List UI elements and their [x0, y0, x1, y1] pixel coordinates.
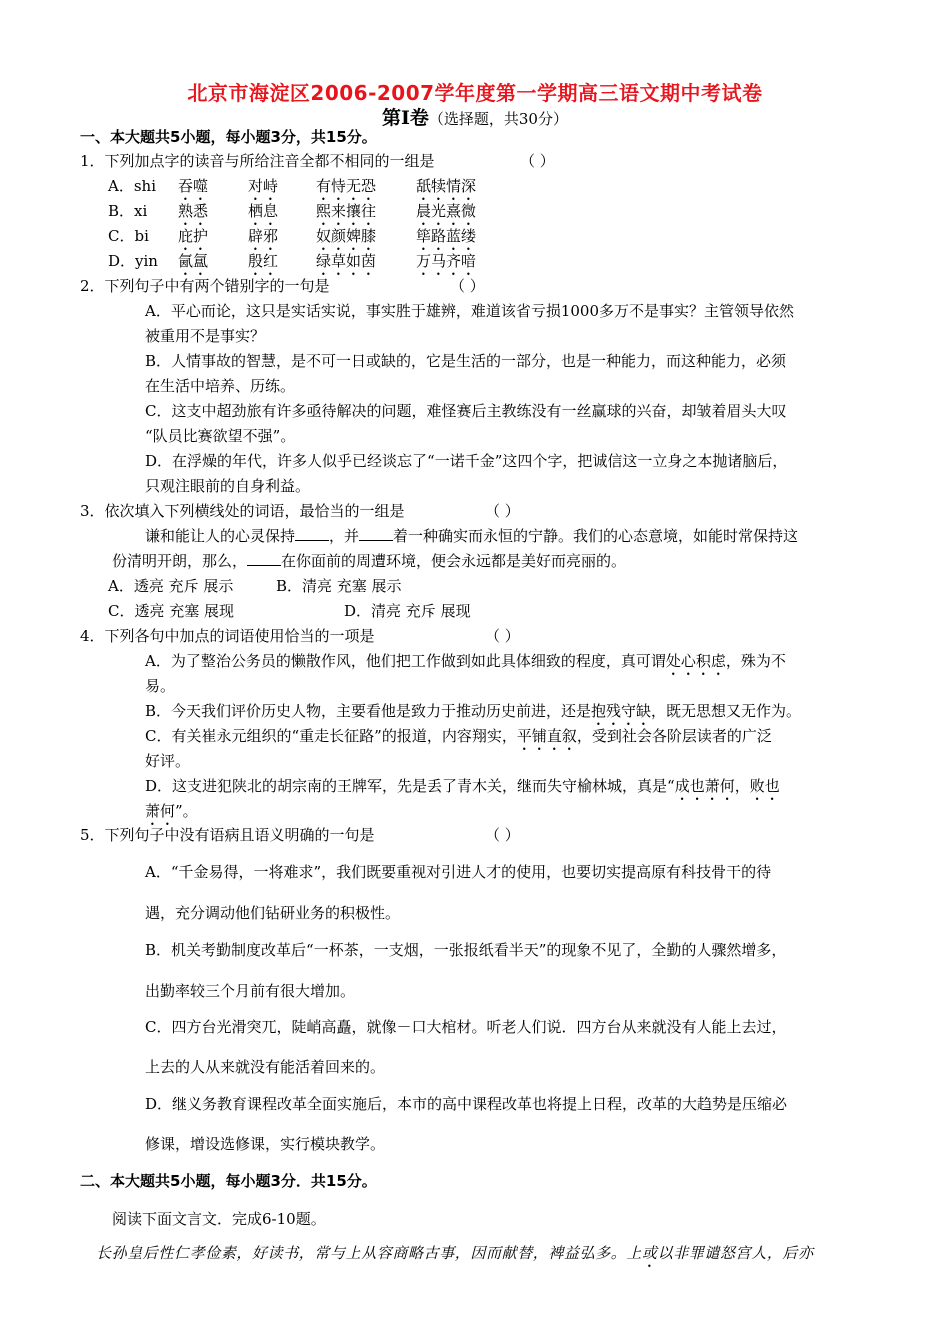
q4-text: ，既无思想又无作为。 [651, 702, 802, 720]
q3-text: 谦和能让人的心灵保持 [145, 527, 296, 545]
q5-stem [80, 825, 520, 845]
q4-dotted-phrase: 抱残守缺 [591, 702, 652, 720]
q1-option-b [108, 201, 476, 229]
q3-options-ab [108, 576, 402, 596]
q2-option-c-line1: C．这支中超劲旅有许多亟待解决的问题，难怪赛后主教练没有一丝赢球的兴奋，却皱着眉头大叹 [145, 402, 787, 420]
q2-option-b-line2: 在生活中培养、历练。 [145, 377, 296, 395]
q4-stem [80, 626, 520, 646]
q2-option-a-line2: 被重用不是事实？ [145, 327, 266, 345]
section1-heading: 一、本大题共5小题，每小题3分，共15分。 [80, 128, 377, 146]
q4-option-c-line2: 好评。 [145, 752, 191, 770]
q5-option-a-line1: A．“千金易得，一将难求”，我们既要重视对引进人才的使用，也要切实提高原有科技骨干的待 [145, 863, 772, 881]
q3-option-b: B．清亮 充塞 展示 [276, 577, 402, 595]
q3-blank-1 [295, 526, 329, 541]
q1-word: 氤氲 [178, 252, 209, 270]
q1-stem-text: 1．下列加点字的读音与所给注音全都不相同的一组是 [80, 152, 435, 170]
q1-option-label: B．xi [108, 202, 148, 220]
q3-text: 在你面前的周遭环境，便会永远都是美好而亮丽的。 [281, 552, 627, 570]
q2-option-b-line1: B．人情事故的智慧，是不可一日或缺的，它是生活的一部分，也是一种能力，而这种能力，必须 [145, 352, 787, 370]
q4-text: D．这支进犯陕北的胡宗南的王牌军，先是丢了青木关，继而失守榆林城，真是“ [145, 777, 675, 795]
q5-option-b-line1: B．机关考勤制度改革后“一杯茶，一支烟，一张报纸看半天”的现象不见了，全勤的人骤然增多， [145, 941, 787, 959]
q5-option-c-line1: C．四方台光滑突兀，陡峭高矗，就像－口大棺材。听老人们说．四方台从来就没有人能上去过， [145, 1018, 787, 1036]
q2-option-c-line2: “队员比赛欲望不强”。 [145, 427, 296, 445]
q5-option-a-line2: 遇，充分调动他们钻研业务的积极性。 [145, 904, 401, 922]
q1-word: 熙来攘往 [316, 202, 377, 220]
passage-dotted-char: 或 [642, 1244, 658, 1262]
exam-title: 北京市海淀区2006-2007学年度第一学期高三语文期中考试卷 [187, 81, 763, 105]
q5-answer-paren: （ ） [485, 826, 520, 844]
q1-word: 绿草如茵 [316, 252, 377, 270]
q1-option-label: D．yin [108, 252, 158, 270]
volume-note: （选择题，共30分） [428, 110, 568, 128]
q1-option-c [108, 226, 476, 254]
q3-stem-text: 3．依次填入下列横线处的词语，最恰当的一组是 [80, 502, 405, 520]
q3-answer-paren: （ ） [485, 502, 520, 520]
q1-word: 熟悉 [178, 202, 209, 220]
q4-stem-text: 4．下列各句中加点的词语使用恰当的一项是 [80, 627, 375, 645]
q5-option-d-line2: 修课，增设选修课，实行模块教学。 [145, 1135, 386, 1153]
q4-dotted-phrase: 处心积虑 [665, 652, 726, 670]
q5-stem-text: 5．下列句子中没有语病且语义明确的一句是 [80, 826, 375, 844]
q4-answer-paren: （ ） [485, 627, 520, 645]
q1-option-d [108, 251, 476, 279]
q1-word: 晨光熹微 [416, 202, 477, 220]
q3-passage-line1 [145, 526, 798, 546]
q4-option-a-line1 [145, 651, 786, 679]
q4-option-a-line2: 易。 [145, 677, 176, 695]
q4-text: C．有关崔永元组织的“重走长征路”的报道，内容翔实， [145, 727, 517, 745]
q2-stem [80, 276, 485, 296]
section2-heading: 二、本大题共5小题，每小题3分．共15分。 [80, 1172, 377, 1190]
q4-text: ”。 [175, 802, 198, 820]
q4-text: ，殊为不 [725, 652, 786, 670]
q5-option-b-line2: 出勤率较三个月前有很大增加。 [145, 982, 356, 1000]
q4-text: ，受到社会各阶层读者的广泛 [576, 727, 772, 745]
q1-answer-paren: （ ） [520, 152, 555, 170]
q1-word: 对峙 [248, 177, 279, 195]
q4-option-c-line1 [145, 726, 772, 754]
q4-option-b-line1 [145, 701, 801, 729]
classical-passage-line1 [96, 1243, 814, 1271]
q4-text: B．今天我们评价历史人物，主要看他是致力于推动历史前进，还是 [145, 702, 592, 720]
q2-option-d-line2: 只观注眼前的自身利益。 [145, 477, 311, 495]
q3-option-d: D．清亮 充斥 展现 [344, 602, 471, 620]
q1-option-label: A．shi [108, 177, 156, 195]
q3-option-a: A．透亮 充斥 展示 [108, 577, 234, 595]
q3-option-c: C．透亮 充塞 展现 [108, 602, 235, 620]
q1-word: 有恃无恐 [316, 177, 377, 195]
q3-text: 着一种确实而永恒的宁静。我们的心态意境，如能时常保持这 [393, 527, 799, 545]
q1-word: 殷红 [248, 252, 279, 270]
q1-word: 舐犊情深 [416, 177, 477, 195]
passage-text: 以非罪谴怒宫人，后亦 [657, 1244, 814, 1262]
q1-stem [80, 151, 555, 171]
q5-option-d-line1: D．继义务教育课程改革全面实施后，本市的高中课程改革也将提上日程，改革的大趋势是压缩必 [145, 1095, 788, 1113]
q3-passage-line2 [112, 551, 626, 571]
q1-word: 奴颜婢膝 [316, 227, 377, 245]
q2-answer-paren: （ ） [450, 277, 485, 295]
q4-option-d-line1 [145, 776, 780, 804]
q1-word: 吞噬 [178, 177, 209, 195]
passage-text: 长孙皇后性仁孝俭素，好读书，常与上从容商略古事，因而献替，裨益弘多。上 [96, 1244, 643, 1262]
q4-dotted-phrase: 萧何 [145, 802, 176, 820]
q1-word: 庇护 [178, 227, 209, 245]
q1-option-label: C．bi [108, 227, 149, 245]
q4-dotted-phrase: 成也萧何，败也 [674, 777, 780, 795]
q5-option-c-line2: 上去的人从来就没有能活着回来的。 [145, 1058, 386, 1076]
q3-text: ，并 [329, 527, 360, 545]
q1-option-a [108, 176, 476, 204]
q1-word: 筚路蓝缕 [416, 227, 477, 245]
q4-dotted-phrase: 平铺直叙 [516, 727, 577, 745]
q3-text: 份清明开朗，那么， [112, 552, 248, 570]
q3-stem [80, 501, 520, 521]
section2-intro: 阅读下面文言文．完成6-10题。 [112, 1210, 326, 1228]
volume-subtitle [0, 103, 950, 130]
q3-blank-3 [247, 551, 281, 566]
q3-blank-2 [359, 526, 393, 541]
q1-word: 栖息 [248, 202, 279, 220]
q1-word: 万马齐喑 [416, 252, 477, 270]
q2-option-a-line1: A．平心而论，这只是实话实说，事实胜于雄辨，难道该省亏损1000多万不是事实？主管领导依然 [145, 302, 795, 320]
q1-word: 辟邪 [248, 227, 279, 245]
q3-options-cd [108, 601, 471, 621]
q2-option-d-line1: D．在浮燥的年代，许多人似乎已经谈忘了“一诺千金”这四个字，把诚信这一立身之本抛诸脑后， [145, 452, 788, 470]
q2-stem-text: 2．下列句子中有两个错别字的一句是 [80, 277, 330, 295]
volume-label: 第Ⅰ卷 [382, 107, 429, 129]
q4-text: A．为了整治公务员的懒散作风，他们把工作做到如此具体细致的程度，真可谓 [145, 652, 666, 670]
